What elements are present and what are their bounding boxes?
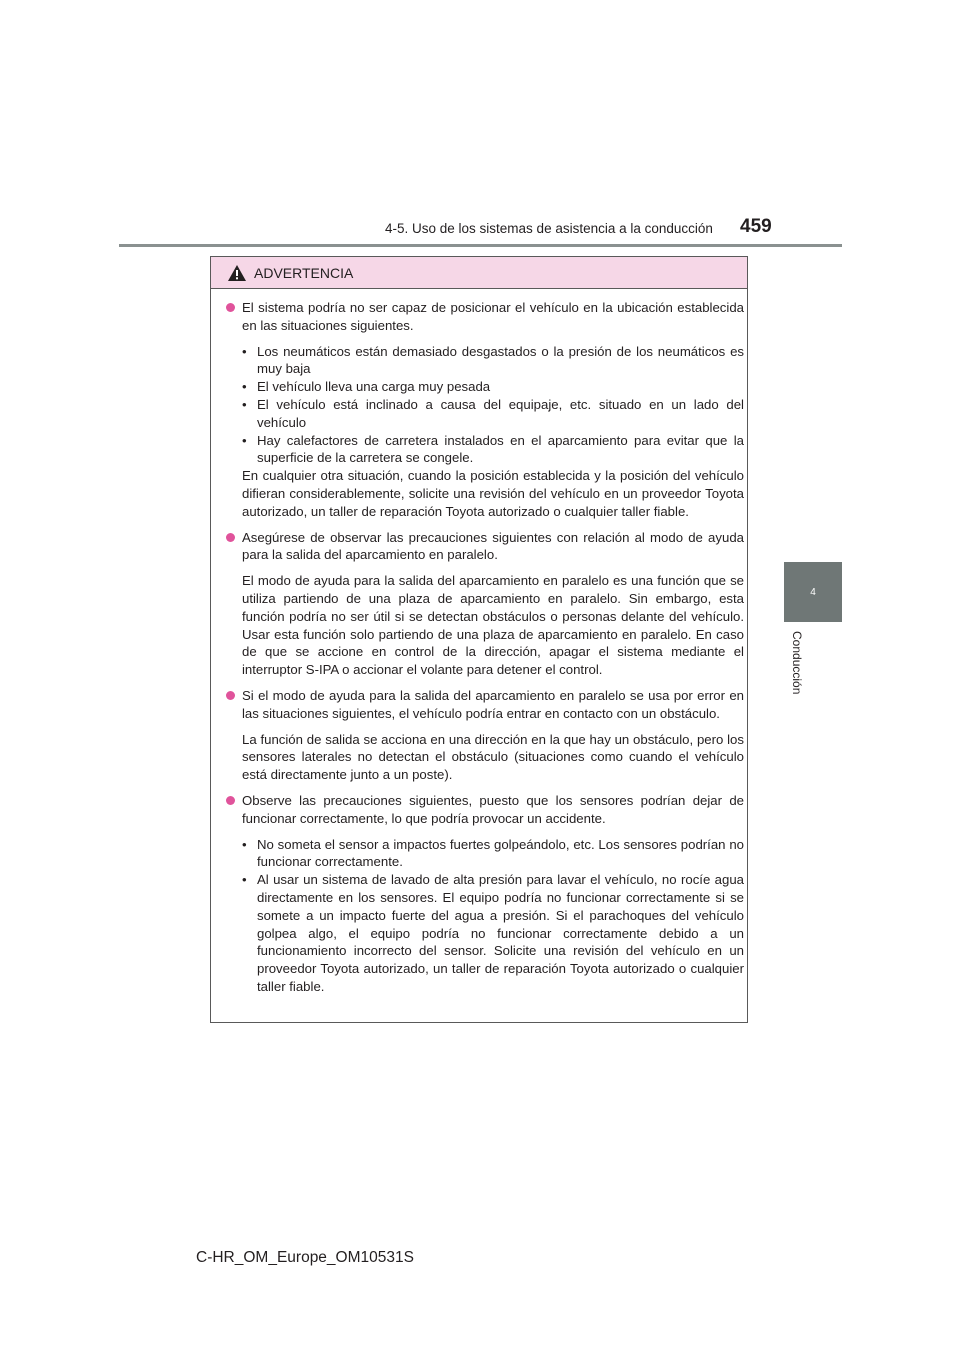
chapter-number: 4	[810, 586, 816, 598]
item-text: Asegúrese de observar las precauciones siguientes con relación al modo de ayuda para la salida del aparcamiento en paralelo.	[242, 529, 744, 563]
warning-body	[225, 299, 744, 1004]
list-item: • El vehículo está inclinado a causa del equipaje, etc. situado en un lado del vehículo	[242, 396, 744, 430]
list-item: • No someta el sensor a impactos fuertes golpeándolo, etc. Los sensores podrían no funcionar correctamente.	[242, 836, 744, 870]
header-divider	[119, 244, 842, 247]
warning-header	[211, 257, 747, 289]
warning-item	[225, 299, 744, 521]
item-paragraph: El modo de ayuda para la salida del aparcamiento en paralelo es una función que se utiliza partiendo de una plaza de aparcamiento en paralelo. Sin embargo, esta función podría no ser útil si se detectan obstáculos o personas delante del vehículo. Usar esta función solo partiendo de una plaza de aparcamiento en paralelo. En caso de que se accione en control de la dirección, apagar el sistema mediante el interruptor S-IPA o accionar el volante para detener el control.	[242, 573, 744, 678]
warning-item	[225, 529, 744, 679]
warning-box	[210, 256, 748, 1023]
list-item: • Al usar un sistema de lavado de alta presión para lavar el vehículo, no rocíe agua directamente en los sensores. El equipo podría no funcionar correctamente si se somete a un impacto fuerte del agua a presión. Si el parachoques del vehículo golpea algo, el equipo podría no funcionar correctamente debido a un funcionamiento incorrecto del sensor. Solicite una revisión del vehículo en un proveedor Toyota autorizado, un taller de reparación Toyota autorizado o cualquier taller fiable.	[242, 872, 744, 994]
list-item: • Hay calefactores de carretera instalados en el aparcamiento para evitar que la superficie de la carretera se congele.	[242, 432, 744, 466]
item-paragraph: En cualquier otra situación, cuando la posición establecida y la posición del vehículo difieran considerablemente, solicite una revisión del vehículo en un proveedor Toyota autorizado, un taller de reparación Toyota autorizado o cualquier taller fiable.	[242, 468, 744, 519]
item-paragraph: La función de salida se acciona en una dirección en la que hay un obstáculo, pero los sensores laterales no detectan el obstáculo (situaciones como cuando el vehículo está directamente junto a un poste).	[242, 731, 744, 783]
document-code: C-HR_OM_Europe_OM10531S	[196, 1249, 414, 1266]
list-item: • Los neumáticos están demasiado desgastados o la presión de los neumáticos es muy baja	[242, 343, 744, 377]
section-title: 4-5. Uso de los sistemas de asistencia a la conducción	[385, 221, 713, 236]
item-text: El sistema podría no ser capaz de posicionar el vehículo en la ubicación establecida en las situaciones siguientes.	[242, 300, 744, 333]
bullet-dot-icon	[226, 303, 235, 312]
item-text: Si el modo de ayuda para la salida del aparcamiento en paralelo se usa por error en las situaciones siguientes, el vehículo podría entrar en contacto con un obstáculo.	[242, 687, 744, 721]
sub-list	[242, 343, 744, 468]
warning-item	[225, 792, 744, 996]
list-item: • El vehículo lleva una carga muy pesada	[242, 379, 491, 395]
page-number: 459	[740, 216, 772, 237]
bullet-dot-icon	[226, 796, 235, 805]
bullet-dot-icon	[226, 691, 235, 700]
bullet-dot-icon	[226, 533, 235, 542]
warning-item	[225, 687, 744, 784]
warning-triangle-icon	[227, 264, 247, 282]
chapter-tab[interactable]	[784, 562, 842, 622]
sub-list	[242, 836, 744, 996]
chapter-name: Conducción	[790, 631, 804, 695]
warning-title: ADVERTENCIA	[254, 264, 354, 281]
item-text: Observe las precauciones siguientes, puesto que los sensores podrían dejar de funcionar correctamente, lo que podría provocar un accidente.	[242, 792, 744, 826]
